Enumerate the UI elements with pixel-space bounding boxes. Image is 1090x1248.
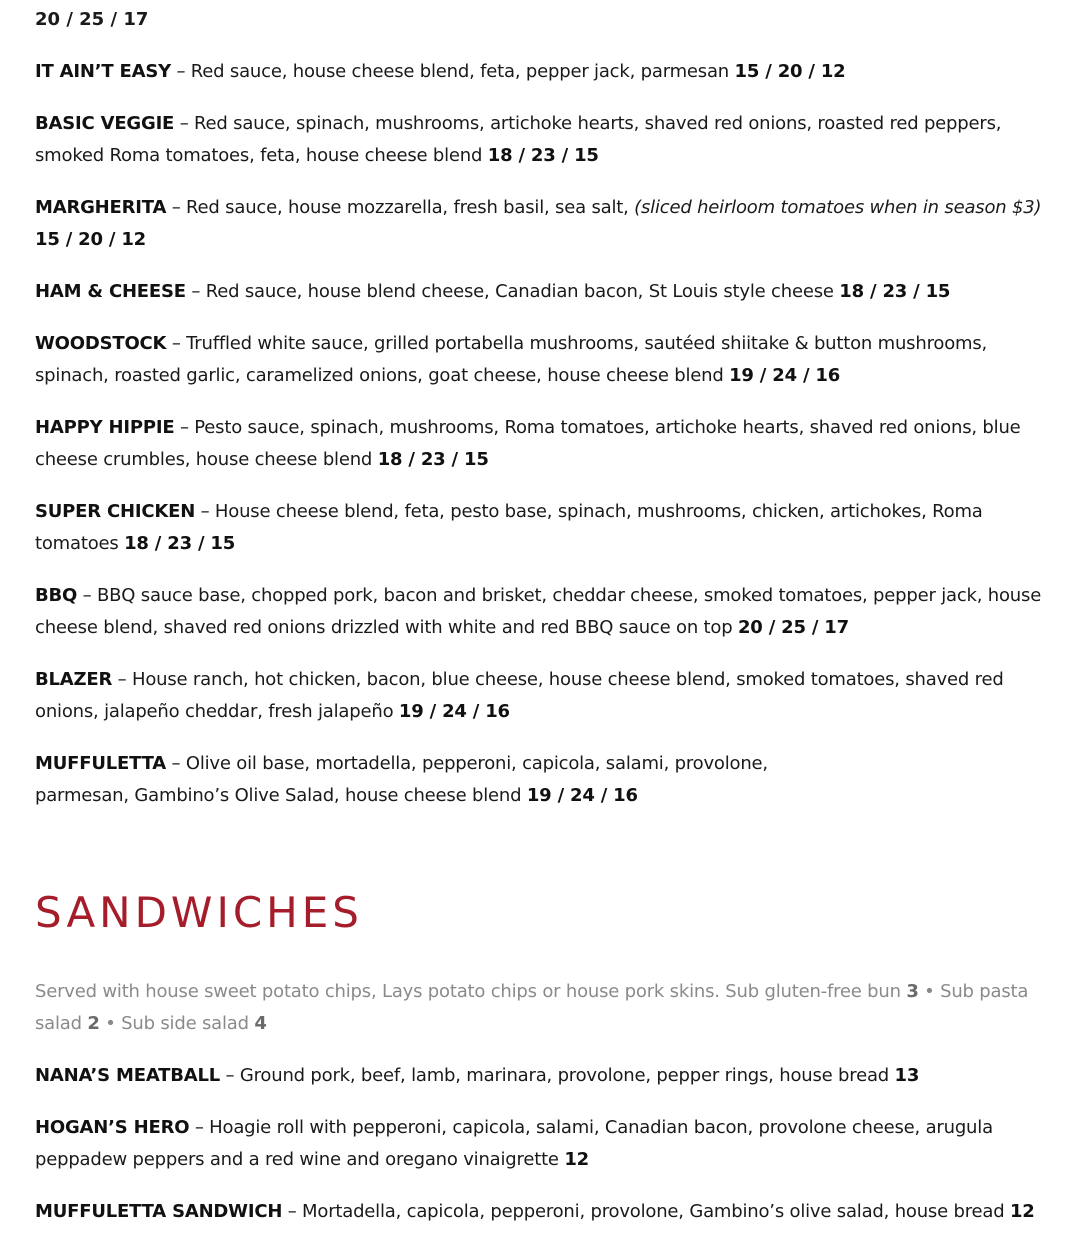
item-price: 15 / 20 / 12 [734, 61, 846, 82]
item-description: – Pesto sauce, spinach, mushrooms, Roma tomatoes, artichoke hearts, shaved red onions, blue cheese crumbles, house cheese blend [35, 417, 1021, 470]
item-price: 13 [894, 1065, 920, 1086]
item-name: BASIC VEGGIE [35, 113, 175, 134]
item-description: – Red sauce, house mozzarella, fresh basil, sea salt, [166, 197, 635, 218]
item-description-continued: parmesan, Gambino’s Olive Salad, house cheese blend [35, 785, 527, 806]
item-description: – Mortadella, capicola, pepperoni, provolone, Gambino’s olive salad, house bread [282, 1201, 1010, 1222]
item-price: 19 / 24 / 16 [398, 701, 510, 722]
item-description: – Hoagie roll with pepperoni, capicola, salami, Canadian bacon, provolone cheese, arugula peppadew peppers and a red wine and oregano vinaigrette [35, 1117, 993, 1170]
item-price: 19 / 24 / 16 [729, 365, 841, 386]
item-price: 18 / 23 / 15 [839, 281, 951, 302]
item-price: 20 / 25 / 17 [737, 617, 849, 638]
item-name: BBQ [35, 585, 78, 606]
item-price: 18 / 23 / 15 [124, 533, 236, 554]
item-name: BLAZER [35, 669, 113, 690]
section-title-sandwiches: SANDWICHES [35, 888, 363, 937]
item-price: 18 / 23 / 15 [487, 145, 599, 166]
menu-item-muffuletta-sandwich [35, 1196, 1065, 1228]
menu-item-hogans-hero [35, 1112, 1065, 1176]
item-description: – Red sauce, house blend cheese, Canadian bacon, St Louis style cheese [185, 281, 840, 302]
item-price: 18 / 23 / 15 [377, 449, 489, 470]
item-description: – Ground pork, beef, lamb, marinara, provolone, pepper rings, house bread [220, 1065, 895, 1086]
menu-item-happy-hippie [35, 412, 1065, 476]
item-description: – House ranch, hot chicken, bacon, blue cheese, house cheese blend, smoked tomatoes, shaved red onions, jalapeño cheddar, fresh jalapeño [35, 669, 1004, 722]
item-name: MUFFULETTA SANDWICH [35, 1201, 283, 1222]
menu-item-blazer [35, 664, 1065, 728]
item-note: (sliced heirloom tomatoes when in season $3) [634, 197, 1042, 218]
item-name: MUFFULETTA [35, 753, 167, 774]
menu-item-bbq [35, 580, 1065, 644]
intro-text: • Sub pasta salad [35, 981, 1029, 1034]
menu-item-basic-veggie [35, 108, 1065, 172]
item-description: – Olive oil base, mortadella, pepperoni, capicola, salami, provolone, [166, 753, 768, 774]
section-intro [35, 976, 1065, 1040]
menu-item-it-aint-easy [35, 56, 1065, 88]
item-description: – Red sauce, spinach, mushrooms, artichoke hearts, shaved red onions, roasted red peppers, smoked Roma tomatoes, feta, house cheese blend [35, 113, 1002, 166]
item-name: SUPER CHICKEN [35, 501, 196, 522]
item-name: IT AIN’T EASY [35, 61, 171, 82]
menu-item-muffuletta [35, 748, 1065, 812]
intro-text: • Sub side salad [99, 1013, 255, 1034]
item-name: WOODSTOCK [35, 333, 167, 354]
item-name: HAPPY HIPPIE [35, 417, 175, 438]
item-price: 12 [564, 1149, 589, 1170]
item-price: 12 [1009, 1201, 1035, 1222]
intro-price-pasta-salad: 2 [87, 1013, 100, 1034]
menu-item-ham-cheese [35, 276, 1065, 308]
item-name: HAM & CHEESE [35, 281, 186, 302]
menu-item-nanas-meatball [35, 1060, 1065, 1092]
previous-item-price: 20 / 25 / 17 [35, 9, 149, 30]
item-description: – Truffled white sauce, grilled portabella mushrooms, sautéed shiitake & button mushrooms, spinach, roasted garlic, caramelized onions, goat cheese, house cheese blend [35, 333, 988, 386]
menu-page [35, 0, 1065, 1248]
item-name: HOGAN’S HERO [35, 1117, 190, 1138]
item-description: – House cheese blend, feta, pesto base, spinach, mushrooms, chicken, artichokes, Roma tomatoes [35, 501, 983, 554]
item-description: – BBQ sauce base, chopped pork, bacon and brisket, cheddar cheese, smoked tomatoes, pepper jack, house cheese blend, shaved red onions drizzled with white and red BBQ sauce on top [35, 585, 1042, 638]
item-price: 19 / 24 / 16 [526, 785, 638, 806]
intro-text: Served with house sweet potato chips, Lays potato chips or house pork skins. Sub gluten-free bun [35, 981, 907, 1002]
item-name: MARGHERITA [35, 197, 167, 218]
item-price: 15 / 20 / 12 [35, 229, 146, 250]
intro-price-gluten-free: 3 [906, 981, 919, 1002]
menu-item-margherita [35, 192, 1065, 256]
menu-item-super-chicken [35, 496, 1065, 560]
menu-item-woodstock [35, 328, 1065, 392]
item-name: NANA’S MEATBALL [35, 1065, 221, 1086]
intro-price-side-salad: 4 [254, 1013, 267, 1034]
item-description: – Red sauce, house cheese blend, feta, pepper jack, parmesan [170, 61, 735, 82]
